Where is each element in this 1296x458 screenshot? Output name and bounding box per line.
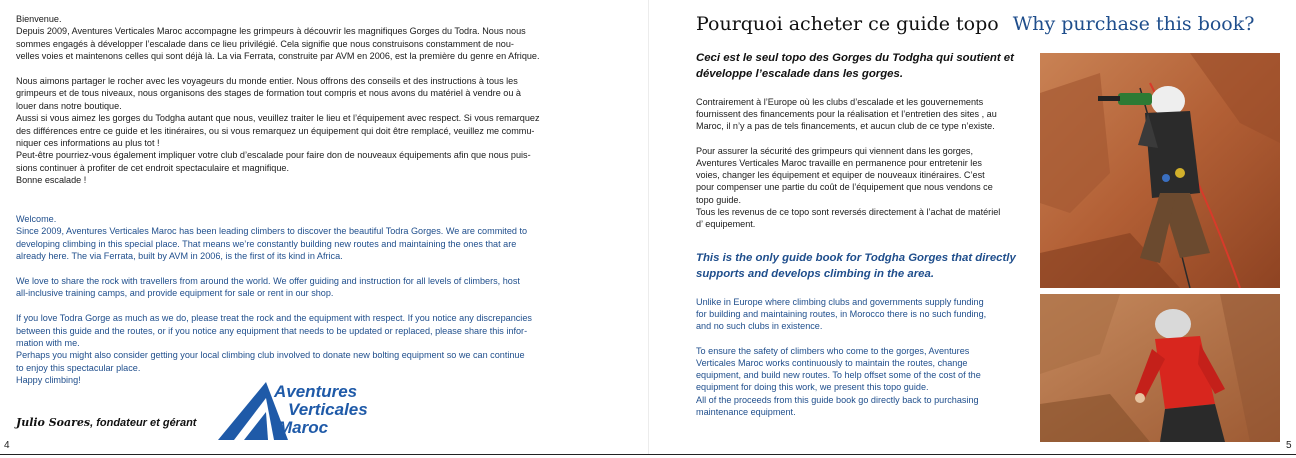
lead-english: This is the only guide book for Todgha Gorges that directly supports and develops climbing in the area.	[696, 252, 1016, 280]
climber-drilling-photo	[1040, 53, 1280, 288]
english-welcome-text	[16, 213, 606, 387]
avm-logo-text	[274, 383, 368, 437]
left-page	[0, 0, 640, 458]
page-number-left: 4	[4, 440, 10, 451]
body-french: Contrairement à l’Europe où les clubs d’escalade et les gouvernements fournissent des financements pour la réalisation et l’entretien des sites , au Maroc, il n’y a pas de tels financements, et aucun club de ce type n’existe. Pour assurer la sécurité des grimpeurs qui viennent dans les gorges, Aventures Verticales Maroc travaille en permanence pour entretenir les voies, changer les équipement et equiper de nouveaux itinéraires. C’est pour compenser une partie du coût de l’équipement que nous vendons ce topo guide. Tous les revenus de ce topo sont reversés directement à l’achat de matériel d’ equipement.	[696, 97, 1001, 230]
climber-red-jacket-image	[1040, 294, 1280, 442]
english-paragraph-1: Welcome. Since 2009, Aventures Verticales Maroc has been leading climbers to discover the beautiful Todra Gorges. We are commited to developing climbing in this special place. That means we’re constantly building new routes and maintaining the ones that are already here. The via Ferrata, built by AVM in 2006, is the first of its kind in Africa.	[16, 214, 528, 262]
heading-french: Pourquoi acheter ce guide topo	[696, 13, 999, 35]
climber-drilling-image	[1040, 53, 1280, 288]
french-welcome-text	[16, 13, 606, 187]
heading-english: Why purchase this book?	[1012, 13, 1255, 35]
climber-red-jacket-photo	[1040, 294, 1280, 442]
right-page	[656, 0, 1296, 458]
lead-french: Ceci est le seul topo des Gorges du Todgha qui soutient et développe l’escalade dans les gorges.	[696, 52, 1014, 80]
bottom-rule	[0, 454, 1296, 455]
page-number-right: 5	[1286, 440, 1292, 451]
signature-role: , fondateur et gérant	[90, 417, 197, 429]
signature	[16, 416, 196, 429]
signature-name: Julio Soares	[16, 416, 91, 429]
english-paragraph-3: If you love Todra Gorge as much as we do, please treat the rock and the equipment with respect. If you notice any discrepancies between this guide and the routes, or if you notice any equipment that needs to be updated or replaced, please share this infor- mation with me. Perhaps you might also consider getting your local climbing club involved to donate new bolting equipment so we can continue to enjoy this spectacular place. Happy climbing!	[16, 313, 532, 386]
avm-logo	[218, 380, 378, 442]
logo-line-1: Aventures	[274, 382, 358, 401]
english-paragraph-2: We love to share the rock with travellers from around the world. We offer guiding and instruction for all levels of climbers, host all-inclusive training camps, and provide equipment for sale or rent in our shop.	[16, 276, 520, 299]
page-fold	[648, 0, 649, 454]
french-paragraph-1: Bienvenue. Depuis 2009, Aventures Verticales Maroc accompagne les grimpeurs à découvrir les magnifiques Gorges du Todra. Nous nous sommes engagés à développer l’escalade dans ce lieu privilégié. Cela signifie que nous construisons constamment de nou- velles voies et maintenons celles qui sont déjà là. La via Ferrata, construite par AVM en 2006, est la première du genre en Afrique.	[16, 14, 540, 62]
logo-line-2: Verticales	[288, 400, 368, 419]
page-heading	[696, 12, 1296, 36]
body-english: Unlike in Europe where climbing clubs and governments supply funding for building and maintaining routes, in Morocco there is no such funding, and no such clubs in existence. To ensure the safety of climbers who come to the gorges, Aventures Verticales Maroc works continuously to maintain the routes, change equipment, and build new routes. To help offset some of the cost of the equipment for doing this work, we present this topo guide. All of the proceeds from this guide book go directly back to purchasing maintenance equipment.	[696, 297, 987, 417]
french-paragraph-2: Nous aimons partager le rocher avec les voyageurs du monde entier. Nous offrons des conseils et des instructions à tous les grimpeurs et de tous niveaux, nous organisons des stages de formation tout compris et nous avons du matériel à vendre ou à louer dans notre boutique. Aussi si vous aimez les gorges du Todgha autant que nous, veuillez traiter le lieu et l’équipement avec respect. Si vous remarquez des différences entre ce guide et les itinéraires, ou si vous remarquez un équipement qui doit être remplacé, veuillez me commu- niquer ces informations au plus tot ! Peut-être pourriez-vous également impliquer votre club d’escalade pour faire don de nouveaux équipements afin que nous puis- sions continuer à profiter de cet endroit spectaculaire et magnifique. Bonne escalade !	[16, 76, 540, 186]
logo-line-3: Maroc	[278, 418, 329, 437]
